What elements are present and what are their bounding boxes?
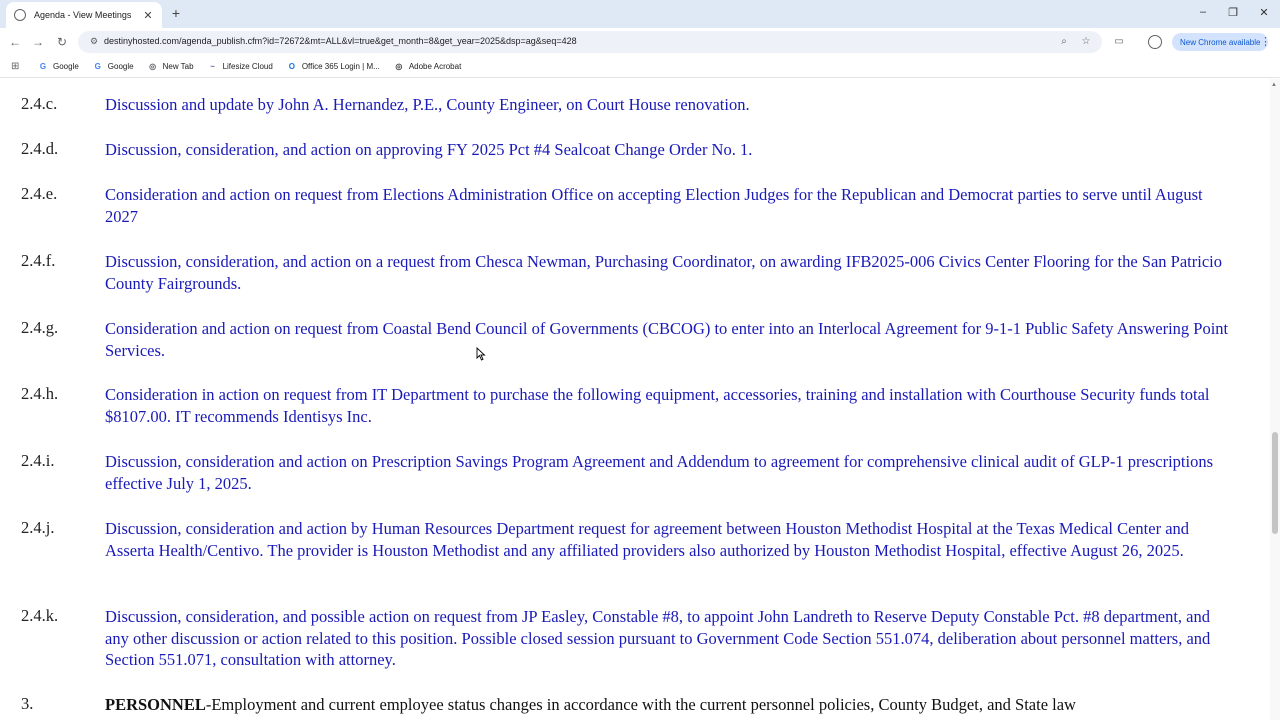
agenda-item <box>21 184 1261 227</box>
office-icon: O <box>288 61 295 71</box>
browser-titlebar <box>0 0 1280 28</box>
agenda-item <box>21 251 1261 294</box>
bookmark-item[interactable] <box>38 62 79 72</box>
tab-search-icon[interactable]: ▭ <box>1114 36 1124 47</box>
bookmark-star-icon[interactable]: ☆ <box>1081 36 1091 47</box>
bookmark-item[interactable] <box>394 62 461 72</box>
bookmark-item[interactable] <box>287 62 380 72</box>
bookmark-label: Adobe Acrobat <box>408 62 462 71</box>
globe-icon <box>14 9 26 21</box>
agenda-item <box>21 451 1261 494</box>
tab-title: Agenda - View Meetings <box>34 10 132 20</box>
bookmark-item[interactable] <box>208 62 273 72</box>
agenda-item-number: 2.4.e. <box>21 184 58 203</box>
agenda-item <box>21 94 1261 116</box>
bookmark-item[interactable] <box>148 62 194 72</box>
address-bar[interactable] <box>78 31 1102 53</box>
agenda-item-number: 2.4.k. <box>21 606 59 625</box>
close-window-button[interactable]: ✕ <box>1259 7 1269 19</box>
agenda-item-link[interactable]: Discussion and update by John A. Hernandez, P.E., County Engineer, on Court House renovation. <box>105 95 750 114</box>
reload-button[interactable]: ↻ <box>56 35 68 49</box>
mouse-cursor-icon <box>476 347 486 361</box>
scrollbar-thumb[interactable] <box>1272 432 1278 534</box>
scroll-up-icon[interactable]: ▲ <box>1271 82 1277 88</box>
bookmark-label: Lifesize Cloud <box>222 62 273 71</box>
agenda-item-link[interactable]: Discussion, consideration, and action on a request from Chesca Newman, Purchasing Coordinator, on awarding IFB2025-006 Civics Center Flooring for the San Patricio County Fairgrounds. <box>105 252 1222 293</box>
agenda-item-link[interactable]: Discussion, consideration and action on Prescription Savings Program Agreement and Addendum to agreement for comprehensive clinical audit of GLP-1 prescriptions effective July 1, 2025. <box>105 452 1213 493</box>
section-heading: PERSONNEL <box>105 695 206 714</box>
lifesize-icon: ~ <box>210 61 215 71</box>
agenda-item-link[interactable]: Discussion, consideration and action by Human Resources Department request for agreement between Houston Methodist Hospital at the Texas Medical Center and Asserta Health/Centivo. The provider is Houston Methodist and any affiliated providers also authorized by Houston Methodist Hospital, effective August 26, 2025. <box>105 519 1190 560</box>
agenda-item <box>21 518 1261 561</box>
agenda-item-link[interactable]: Consideration and action on request from Coastal Bend Council of Governments (CBCOG) to enter into an Interlocal Agreement for 9-1-1 Public Safety Answering Point Services. <box>105 319 1229 360</box>
agenda-item-link[interactable]: Consideration and action on request from Elections Administration Office on accepting Election Judges for the Republican and Democrat parties to serve until August 2027 <box>105 185 1203 226</box>
globe-icon: ◎ <box>149 61 157 71</box>
bookmark-label: New Tab <box>162 62 194 71</box>
browser-toolbar <box>0 28 1280 56</box>
site-info-icon[interactable]: ⚙ <box>89 36 99 46</box>
agenda-item <box>21 606 1261 671</box>
minimize-button[interactable]: – <box>1199 6 1207 18</box>
close-tab-icon[interactable]: ✕ <box>143 9 153 22</box>
agenda-item-number: 2.4.g. <box>21 318 59 337</box>
agenda-item-number: 2.4.d. <box>21 139 59 158</box>
agenda-item-link[interactable]: Discussion, consideration, and possible action on request from JP Easley, Constable #8, to appoint John Landreth to Reserve Deputy Constable Pct. #8 department, and any other discussion or action related to this position. Possible closed session pursuant to Government Code Section 551.074, deliberation about personnel matters, and Section 551.071, consultation with attorney. <box>105 607 1211 669</box>
agenda-item-number: 2.4.i. <box>21 451 55 470</box>
google-icon: G <box>94 61 101 71</box>
menu-icon[interactable]: ⋮ <box>1260 36 1271 48</box>
agenda-item-link[interactable]: Consideration in action on request from IT Department to purchase the following equipment, accessories, training and installation with Courthouse Security funds total $8107.00. IT recommends Identisys Inc. <box>105 385 1210 426</box>
new-tab-button[interactable]: + <box>171 5 181 21</box>
restore-button[interactable]: ❐ <box>1228 7 1238 19</box>
back-button[interactable]: ← <box>9 35 21 49</box>
bookmark-label: Office 365 Login | M... <box>301 62 380 71</box>
chrome-update-button[interactable]: New Chrome available <box>1172 33 1268 51</box>
adobe-icon: ◎ <box>395 61 403 71</box>
bookmark-label: Google <box>107 62 134 71</box>
agenda-item-link[interactable]: Discussion, consideration, and action on approving FY 2025 Pct #4 Sealcoat Change Order No. 1. <box>105 140 753 159</box>
bookmark-label: Google <box>53 62 79 71</box>
agenda-section <box>21 694 1261 716</box>
google-icon: G <box>39 61 47 71</box>
section-text: -Employment and current employee status changes in accordance with the current personnel policies, County Budget, and State law <box>205 695 1076 714</box>
page-scrollbar[interactable] <box>1270 79 1280 720</box>
agenda-item-number: 2.4.c. <box>21 94 58 113</box>
bookmark-item[interactable] <box>93 62 134 72</box>
apps-grid-icon[interactable]: ⊞ <box>11 61 20 72</box>
bookmarks-bar <box>0 56 1280 78</box>
agenda-item-number: 2.4.f. <box>21 251 56 270</box>
page-content <box>0 79 1270 720</box>
agenda-item-number: 2.4.h. <box>21 384 59 403</box>
agenda-item <box>21 318 1261 361</box>
browser-tab-active[interactable] <box>6 2 162 28</box>
url-text[interactable]: destinyhosted.com/agenda_publish.cfm?id=72672&mt=ALL&vl=true&get_month=8&get_year=2025&dsp=ag&seq=428 <box>104 36 577 46</box>
section-number: 3. <box>21 694 34 713</box>
profile-icon[interactable] <box>1148 35 1162 49</box>
agenda-item <box>21 384 1261 427</box>
agenda-item-number: 2.4.j. <box>21 518 55 537</box>
section-description <box>105 694 1235 716</box>
zoom-icon[interactable]: ⌕ <box>1061 36 1067 47</box>
forward-button[interactable]: → <box>32 35 44 49</box>
agenda-item <box>21 139 1261 161</box>
